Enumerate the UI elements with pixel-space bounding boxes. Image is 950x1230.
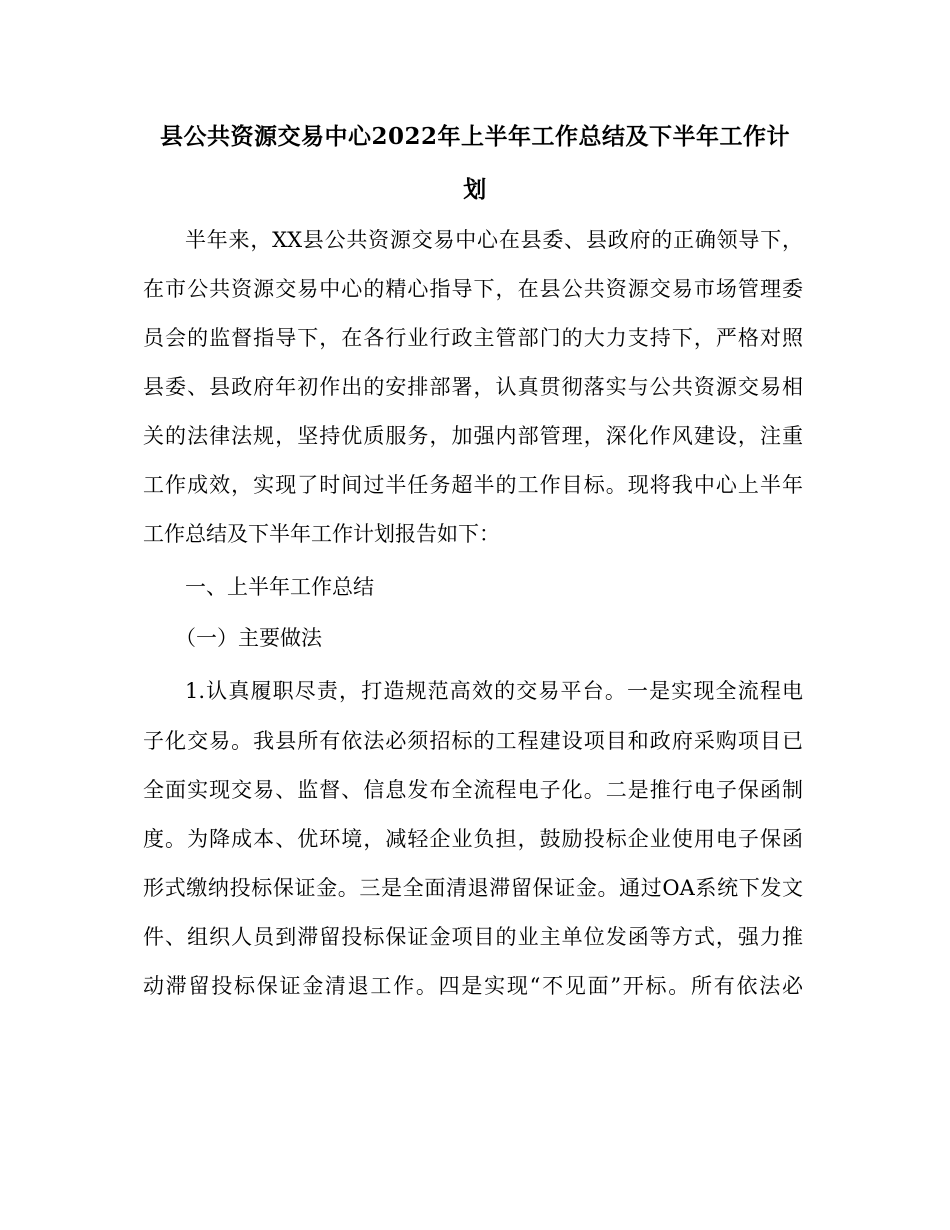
document-title-line-1: 县公共资源交易中心2022年上半年工作总结及下半年工作计 [159,123,790,150]
paragraph-2-line-3: 全面实现交易、监督、信息发布全流程电子化。二是推行电子保函制 [143,778,803,802]
paragraph-2-line-7: 动滞留投标保证金清退工作。四是实现“不见面”开标。所有依法必 [143,974,803,998]
paragraph-1-line-1: 半年来，XX县公共资源交易中心在县委、县政府的正确领导下， [185,228,803,252]
paragraph-2-line-5: 形式缴纳投标保证金。三是全面清退滞留保证金。通过OA系统下发文 [143,876,803,900]
section-heading: 一、上半年工作总结 [185,575,374,599]
paragraph-1-line-4: 县委、县政府年初作出的安排部署，认真贯彻落实与公共资源交易相 [143,375,803,399]
paragraph-2-line-2: 子化交易。我县所有依法必须招标的工程建设项目和政府采购项目已 [143,729,803,753]
paragraph-2-line-4: 度。为降成本、优环境，减轻企业负担，鼓励投标企业使用电子保函 [143,827,803,851]
document-title-line-2: 划 [463,176,487,203]
paragraph-2-line-6: 件、组织人员到滞留投标保证金项目的业主单位发函等方式，强力推 [143,925,803,949]
paragraph-1-line-2: 在市公共资源交易中心的精心指导下，在县公共资源交易市场管理委 [143,277,803,301]
paragraph-1-line-7: 工作总结及下半年工作计划报告如下： [143,522,500,546]
paragraph-1-line-5: 关的法律法规，坚持优质服务，加强内部管理，深化作风建设，注重 [143,424,803,448]
subsection-heading: （一）主要做法 [175,626,322,650]
paragraph-1-line-6: 工作成效，实现了时间过半任务超半的工作目标。现将我中心上半年 [143,473,803,497]
paragraph-1-line-3: 员会的监督指导下，在各行业行政主管部门的大力支持下，严格对照 [143,326,803,350]
paragraph-2-line-1: 1.认真履职尽责，打造规范高效的交易平台。一是实现全流程电 [185,679,803,703]
